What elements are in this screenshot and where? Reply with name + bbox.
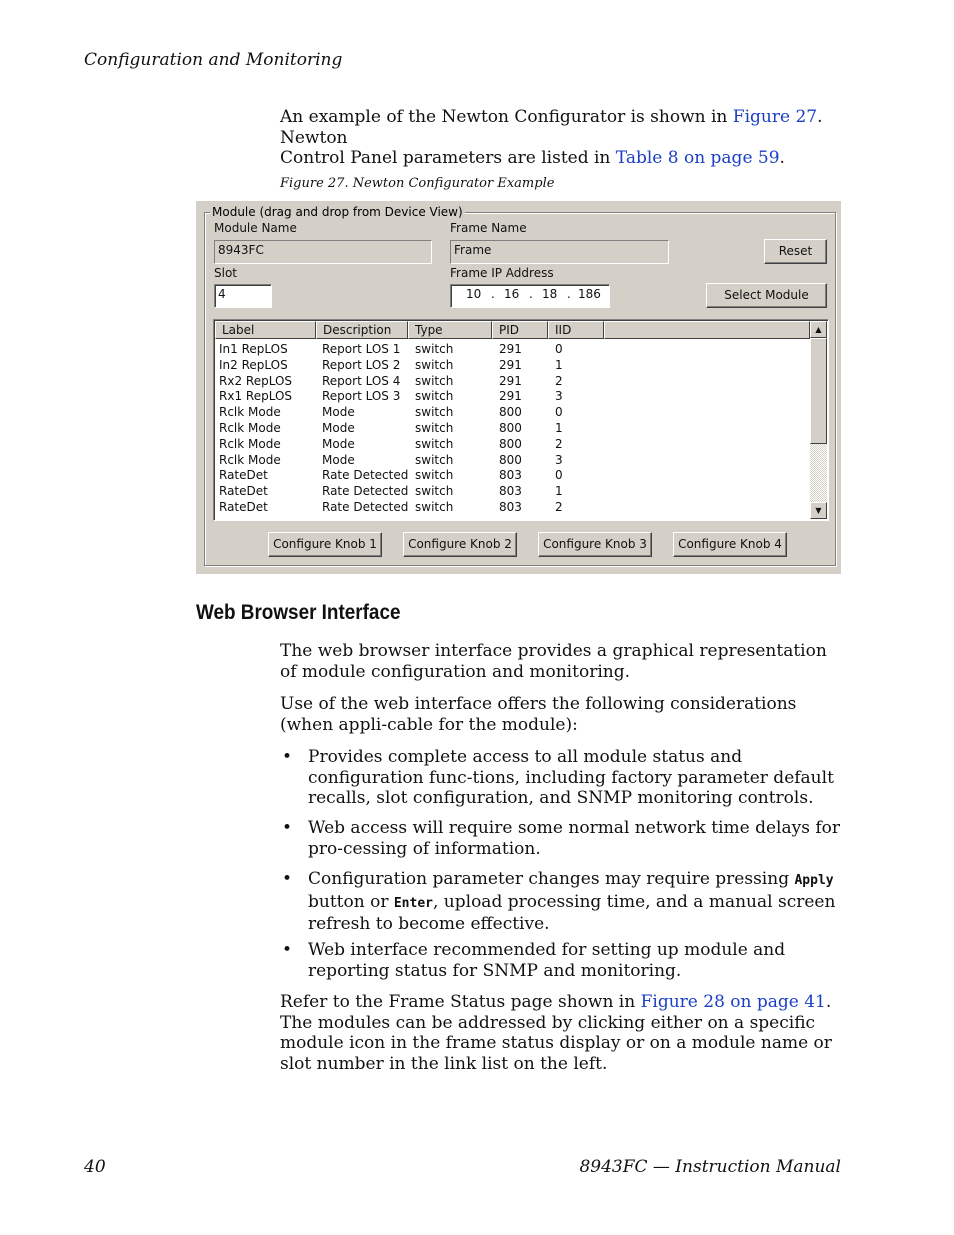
list-cell: 291 [499,342,522,356]
list-cell: 800 [499,452,522,467]
frame-ip-field[interactable]: 10 . 16 . 18 . 186 [450,284,610,308]
configure-knob-2-button[interactable]: Configure Knob 2 [403,532,517,557]
list-cell: switch [415,436,454,451]
up-arrow-icon[interactable]: ▲ [810,321,827,338]
list-cell: Rx2 RepLOS [219,373,293,388]
list-cell: 800 [499,436,522,451]
list-cell: RateDet [219,468,268,483]
list-cell: RateDet [219,500,268,514]
list-row[interactable] [214,358,810,374]
list-row[interactable] [214,468,810,484]
list-cell: 291 [499,357,522,372]
list-cell: switch [415,484,454,499]
paragraph-1: The web browser interface provides a graphical representation of module configuration and monitoring. [280,641,827,682]
list-cell: 1 [555,484,563,499]
list-cell: Rclk Mode [219,452,281,467]
list-row[interactable] [214,405,810,421]
column-header-label[interactable]: Label [215,321,316,339]
list-cell: 803 [499,484,522,499]
column-header-description[interactable]: Description [316,321,408,339]
list-cell: Rx1 RepLOS [219,389,293,404]
list-cell: RateDet [219,484,268,499]
list-cell: 803 [499,468,522,483]
reset-button[interactable]: Reset [764,239,827,264]
paragraph-2: Use of the web interface offers the following considerations (when appli-cable for the module): [280,694,797,735]
column-header-pid[interactable]: PID [492,321,548,339]
list-scrollbar[interactable] [810,321,827,519]
list-row[interactable] [214,484,810,500]
list-cell: Report LOS 4 [322,373,401,388]
list-cell: switch [415,373,454,388]
list-cell: switch [415,405,454,420]
list-cell: 2 [555,500,563,514]
list-cell: Rate Detected [322,484,409,499]
list-cell: 291 [499,373,522,388]
configure-knob-3-button[interactable]: Configure Knob 3 [538,532,652,557]
list-row[interactable] [214,342,810,358]
list-cell: switch [415,500,454,514]
list-cell: 800 [499,405,522,420]
table-8-link[interactable]: Table 8 on page 59 [615,148,780,168]
list-cell: In2 RepLOS [219,357,288,372]
partial-row [214,516,810,521]
list-cell: switch [415,389,454,404]
running-header: Configuration and Monitoring [84,50,343,70]
ip-octet-2[interactable]: 16 [504,287,520,301]
list-cell: 0 [555,468,563,483]
list-cell: Rate Detected [322,468,409,483]
list-cell: Mode [322,405,355,420]
configure-knob-1-button[interactable]: Configure Knob 1 [268,532,382,557]
intro-paragraph: An example of the Newton Configurator is shown in Figure 27. Newton Control Panel parameters are listed in Table 8 on page 59. [280,107,823,168]
list-cell: In1 RepLOS [219,342,288,356]
module-name-label: Module Name [214,221,297,235]
refer-paragraph: Refer to the Frame Status page shown in Figure 28 on page 41. The modules can be addressed by clicking either on a specific module icon in the frame status display or on a module name or slot number in the link list on the left. [280,992,832,1074]
frame-ip-label: Frame IP Address [450,266,554,280]
ip-octet-1[interactable]: 10 [466,287,482,301]
list-cell: 2 [555,373,563,388]
list-cell: switch [415,342,454,356]
list-cell: Report LOS 1 [322,342,401,356]
list-cell: Mode [322,452,355,467]
list-cell: Rclk Mode [219,421,281,435]
frame-name-field[interactable]: Frame [450,240,669,264]
down-arrow-icon[interactable]: ▼ [810,502,827,519]
list-cell: 2 [555,436,563,451]
list-cell: switch [415,357,454,372]
list-cell: 0 [555,405,563,420]
list-cell: Rate Detected [322,500,409,514]
figure-28-link[interactable]: Figure 28 on page 41 [640,992,826,1012]
list-cell: 291 [499,389,522,404]
group-title: Module (drag and drop from Device View) [212,205,463,219]
list-cell: switch [415,421,454,435]
page-number: 40 [84,1157,106,1177]
list-cell: Mode [322,436,355,451]
figure-caption: Figure 27. Newton Configurator Example [280,176,555,191]
list-cell: switch [415,468,454,483]
list-cell: Rclk Mode [219,436,281,451]
column-header-iid[interactable]: IID [548,321,604,339]
parameter-list[interactable] [213,319,829,521]
figure-27-link[interactable]: Figure 27 [732,107,818,127]
list-cell: Rclk Mode [219,405,281,420]
list-cell: 0 [555,342,563,356]
configure-knob-4-button[interactable]: Configure Knob 4 [673,532,787,557]
list-cell: Mode [322,421,355,435]
list-row[interactable] [214,500,810,516]
enter-key: Enter [393,895,433,911]
ip-octet-4[interactable]: 186 [578,287,601,301]
list-row[interactable] [214,421,810,437]
list-cell: switch [415,452,454,467]
list-cell: Report LOS 2 [322,357,401,372]
list-row[interactable] [214,389,810,405]
scroll-thumb[interactable] [810,338,827,444]
module-name-field[interactable]: 8943FC [214,240,432,264]
section-heading: Web Browser Interface [196,601,401,624]
list-cell: 800 [499,421,522,435]
slot-field[interactable]: 4 [214,284,272,308]
column-header-type[interactable]: Type [408,321,492,339]
list-cell: 803 [499,500,522,514]
select-module-button[interactable]: Select Module [706,283,827,308]
list-row[interactable] [214,374,810,390]
slot-label: Slot [214,266,237,280]
list-cell: Report LOS 3 [322,389,401,404]
list-cell: 1 [555,421,563,435]
ip-octet-3[interactable]: 18 [542,287,558,301]
list-cell: 3 [555,389,563,404]
list-row[interactable] [214,437,810,453]
column-header-empty [604,321,810,339]
list-cell: 1 [555,357,563,372]
apply-key: Apply [794,873,834,888]
list-cell: 3 [555,452,563,467]
manual-title: 8943FC — Instruction Manual [579,1157,841,1177]
list-row[interactable] [214,453,810,469]
frame-name-label: Frame Name [450,221,527,235]
